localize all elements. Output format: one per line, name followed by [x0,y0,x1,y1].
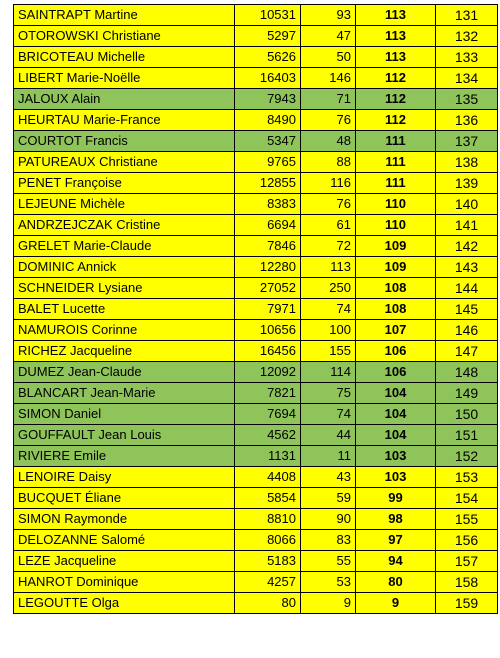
rank-cell: 133 [436,47,498,68]
total-points-cell: 1131 [235,446,301,467]
count-cell: 250 [301,278,356,299]
table-row [14,5,498,26]
table-row [14,572,498,593]
rank-cell: 132 [436,26,498,47]
rank-cell: 131 [436,5,498,26]
table-row [14,89,498,110]
average-score-cell: 108 [356,299,436,320]
total-points-cell: 8383 [235,194,301,215]
player-name-cell: GRELET Marie-Claude [14,236,235,257]
table-row [14,278,498,299]
rank-cell: 139 [436,173,498,194]
average-score-cell: 94 [356,551,436,572]
total-points-cell: 10656 [235,320,301,341]
average-score-cell: 110 [356,215,436,236]
table-row [14,110,498,131]
average-score-cell: 111 [356,131,436,152]
rank-cell: 151 [436,425,498,446]
table-row [14,446,498,467]
count-cell: 114 [301,362,356,383]
ranking-table-body [14,5,498,614]
average-score-cell: 107 [356,320,436,341]
rank-cell: 152 [436,446,498,467]
count-cell: 71 [301,89,356,110]
count-cell: 47 [301,26,356,47]
player-name-cell: COURTOT Francis [14,131,235,152]
rank-cell: 143 [436,257,498,278]
player-name-cell: PATUREAUX Christiane [14,152,235,173]
rank-cell: 156 [436,530,498,551]
rank-cell: 136 [436,110,498,131]
count-cell: 9 [301,593,356,614]
count-cell: 76 [301,110,356,131]
count-cell: 93 [301,5,356,26]
rank-cell: 142 [436,236,498,257]
table-row [14,299,498,320]
total-points-cell: 12280 [235,257,301,278]
total-points-cell: 8810 [235,509,301,530]
rank-cell: 135 [436,89,498,110]
table-row [14,320,498,341]
table-row [14,26,498,47]
total-points-cell: 5183 [235,551,301,572]
average-score-cell: 111 [356,152,436,173]
total-points-cell: 6694 [235,215,301,236]
player-name-cell: SCHNEIDER Lysiane [14,278,235,299]
player-name-cell: LIBERT Marie-Noëlle [14,68,235,89]
count-cell: 83 [301,530,356,551]
rank-cell: 159 [436,593,498,614]
rank-cell: 137 [436,131,498,152]
average-score-cell: 112 [356,68,436,89]
player-name-cell: OTOROWSKI Christiane [14,26,235,47]
average-score-cell: 109 [356,257,436,278]
table-row [14,47,498,68]
table-row [14,152,498,173]
total-points-cell: 5297 [235,26,301,47]
average-score-cell: 113 [356,5,436,26]
player-name-cell: SAINTRAPT Martine [14,5,235,26]
rank-cell: 158 [436,572,498,593]
average-score-cell: 106 [356,341,436,362]
average-score-cell: 106 [356,362,436,383]
table-row [14,131,498,152]
player-name-cell: DUMEZ Jean-Claude [14,362,235,383]
rank-cell: 153 [436,467,498,488]
count-cell: 72 [301,236,356,257]
rank-cell: 146 [436,320,498,341]
player-name-cell: HANROT Dominique [14,572,235,593]
table-row [14,488,498,509]
player-name-cell: BLANCART Jean-Marie [14,383,235,404]
rank-cell: 134 [436,68,498,89]
count-cell: 61 [301,215,356,236]
total-points-cell: 7821 [235,383,301,404]
player-name-cell: GOUFFAULT Jean Louis [14,425,235,446]
player-name-cell: LENOIRE Daisy [14,467,235,488]
total-points-cell: 9765 [235,152,301,173]
average-score-cell: 104 [356,383,436,404]
table-row [14,425,498,446]
average-score-cell: 110 [356,194,436,215]
count-cell: 76 [301,194,356,215]
rank-cell: 147 [436,341,498,362]
rank-cell: 141 [436,215,498,236]
average-score-cell: 109 [356,236,436,257]
count-cell: 48 [301,131,356,152]
player-name-cell: RIVIERE Emile [14,446,235,467]
average-score-cell: 112 [356,89,436,110]
player-name-cell: ANDRZEJCZAK Cristine [14,215,235,236]
total-points-cell: 7943 [235,89,301,110]
average-score-cell: 113 [356,26,436,47]
average-score-cell: 103 [356,467,436,488]
total-points-cell: 5347 [235,131,301,152]
total-points-cell: 4562 [235,425,301,446]
player-name-cell: BUCQUET Éliane [14,488,235,509]
rank-cell: 138 [436,152,498,173]
total-points-cell: 5626 [235,47,301,68]
player-name-cell: HEURTAU Marie-France [14,110,235,131]
table-row [14,530,498,551]
player-name-cell: SIMON Daniel [14,404,235,425]
count-cell: 88 [301,152,356,173]
player-name-cell: DELOZANNE Salomé [14,530,235,551]
table-row [14,593,498,614]
count-cell: 74 [301,404,356,425]
table-row [14,194,498,215]
average-score-cell: 113 [356,47,436,68]
average-score-cell: 104 [356,425,436,446]
average-score-cell: 99 [356,488,436,509]
total-points-cell: 27052 [235,278,301,299]
average-score-cell: 80 [356,572,436,593]
table-row [14,215,498,236]
total-points-cell: 12092 [235,362,301,383]
average-score-cell: 98 [356,509,436,530]
table-row [14,509,498,530]
average-score-cell: 103 [356,446,436,467]
table-row [14,404,498,425]
player-name-cell: BALET Lucette [14,299,235,320]
count-cell: 100 [301,320,356,341]
count-cell: 55 [301,551,356,572]
average-score-cell: 97 [356,530,436,551]
table-row [14,257,498,278]
average-score-cell: 108 [356,278,436,299]
total-points-cell: 4257 [235,572,301,593]
player-name-cell: SIMON Raymonde [14,509,235,530]
count-cell: 11 [301,446,356,467]
count-cell: 50 [301,47,356,68]
total-points-cell: 4408 [235,467,301,488]
rank-cell: 144 [436,278,498,299]
table-row [14,173,498,194]
count-cell: 44 [301,425,356,446]
count-cell: 146 [301,68,356,89]
total-points-cell: 16456 [235,341,301,362]
count-cell: 43 [301,467,356,488]
player-name-cell: LEJEUNE Michèle [14,194,235,215]
player-name-cell: JALOUX Alain [14,89,235,110]
player-name-cell: NAMUROIS Corinne [14,320,235,341]
table-row [14,362,498,383]
count-cell: 90 [301,509,356,530]
total-points-cell: 10531 [235,5,301,26]
count-cell: 75 [301,383,356,404]
total-points-cell: 8490 [235,110,301,131]
rank-cell: 150 [436,404,498,425]
rank-cell: 145 [436,299,498,320]
table-row [14,383,498,404]
rank-cell: 155 [436,509,498,530]
table-row [14,551,498,572]
total-points-cell: 8066 [235,530,301,551]
average-score-cell: 9 [356,593,436,614]
player-name-cell: PENET Françoise [14,173,235,194]
total-points-cell: 80 [235,593,301,614]
count-cell: 155 [301,341,356,362]
total-points-cell: 5854 [235,488,301,509]
count-cell: 59 [301,488,356,509]
player-name-cell: RICHEZ Jacqueline [14,341,235,362]
total-points-cell: 12855 [235,173,301,194]
average-score-cell: 112 [356,110,436,131]
count-cell: 116 [301,173,356,194]
player-name-cell: DOMINIC Annick [14,257,235,278]
rank-cell: 149 [436,383,498,404]
table-row [14,68,498,89]
count-cell: 113 [301,257,356,278]
total-points-cell: 7846 [235,236,301,257]
total-points-cell: 7971 [235,299,301,320]
rank-cell: 157 [436,551,498,572]
ranking-table [13,4,498,614]
rank-cell: 154 [436,488,498,509]
average-score-cell: 111 [356,173,436,194]
player-name-cell: LEZE Jacqueline [14,551,235,572]
average-score-cell: 104 [356,404,436,425]
count-cell: 53 [301,572,356,593]
rank-cell: 140 [436,194,498,215]
table-row [14,467,498,488]
count-cell: 74 [301,299,356,320]
table-row [14,341,498,362]
table-row [14,236,498,257]
total-points-cell: 7694 [235,404,301,425]
total-points-cell: 16403 [235,68,301,89]
player-name-cell: LEGOUTTE Olga [14,593,235,614]
player-name-cell: BRICOTEAU Michelle [14,47,235,68]
rank-cell: 148 [436,362,498,383]
